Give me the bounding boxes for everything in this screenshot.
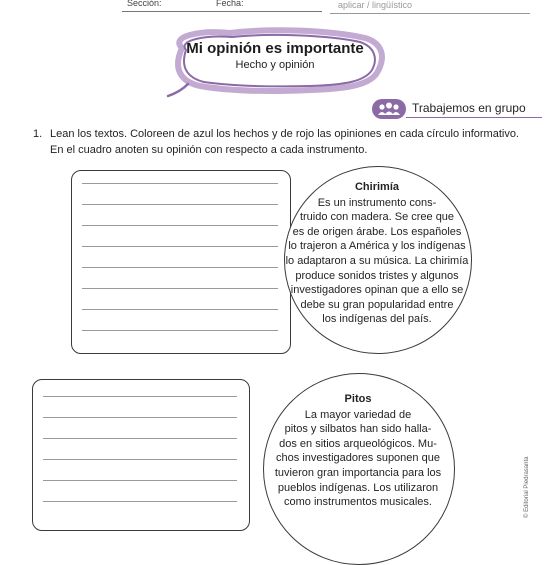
- info-line: como instrumentos musicales.: [284, 496, 432, 509]
- writing-line: [43, 396, 237, 397]
- info-line: es de origen árabe. Los españoles: [292, 225, 462, 238]
- info-line: chos investigadores suponen que: [276, 452, 440, 465]
- info-line: lo trajeron a América y los indígenas: [288, 240, 466, 253]
- header-underline: [122, 11, 322, 12]
- info-line: produce sonidos tristes y algunos: [295, 269, 459, 282]
- publisher-credit: © Editorial Piedrasanta: [524, 456, 530, 518]
- info-line: los indígenas del país.: [322, 313, 432, 326]
- info-line: Es un instrumento cons-: [317, 196, 437, 209]
- info-line: debe su gran popularidad entre: [300, 298, 454, 311]
- skills-underline: [330, 13, 530, 14]
- section-label: Sección:: [127, 0, 162, 8]
- group-work-badge: [372, 99, 542, 121]
- info-title: Pitos: [344, 393, 372, 405]
- writing-line: [43, 417, 237, 418]
- writing-line: [82, 246, 278, 247]
- group-people-icon: [372, 99, 406, 119]
- info-line: La mayor variedad de: [304, 408, 412, 421]
- writing-line: [82, 309, 278, 310]
- writing-line: [82, 330, 278, 331]
- writing-line: [82, 183, 278, 184]
- group-work-label: Trabajemos en grupo: [412, 101, 526, 115]
- page-subtitle: Hecho y opinión: [235, 59, 315, 71]
- opinion-box-pitos[interactable]: [32, 379, 250, 531]
- date-label: Fecha:: [216, 0, 244, 8]
- info-line: tuvieron gran importancia para los: [274, 466, 442, 479]
- page-title: Mi opinión es importante: [186, 40, 364, 57]
- info-line: investigadores opinan que a ello se: [290, 284, 464, 297]
- info-line: lo adaptaron a su música. La chirimía: [285, 254, 469, 267]
- info-line: truido con madera. Se cree que: [299, 211, 455, 224]
- writing-line: [43, 501, 237, 502]
- group-work-underline: [406, 117, 542, 118]
- info-line: pitos y silbatos han sido halla-: [284, 423, 432, 436]
- info-title: Chirimía: [354, 181, 399, 193]
- writing-line: [43, 459, 237, 460]
- writing-line: [82, 288, 278, 289]
- info-line: dos en sitios arqueológicos. Mu-: [279, 437, 437, 450]
- writing-line: [82, 225, 278, 226]
- info-text-pitos: [263, 392, 453, 510]
- writing-line: [43, 438, 237, 439]
- writing-line: [43, 480, 237, 481]
- opinion-box-chirimia[interactable]: [71, 170, 291, 354]
- info-text-chirimia: [284, 180, 470, 327]
- writing-line: [82, 204, 278, 205]
- banner-text: [180, 40, 370, 71]
- instruction-line-2: En el cuadro anoten su opinión con respecto a cada instrumento.: [50, 144, 368, 156]
- info-line: pueblos indígenas. Los utilizaron: [277, 481, 439, 494]
- writing-line: [82, 267, 278, 268]
- skills-hint: aplicar / lingüístico: [338, 0, 413, 10]
- instruction-line-1: Lean los textos. Coloreen de azul los hechos y de rojo las opiniones en cada círculo informativo.: [50, 128, 519, 140]
- instruction-number: 1.: [33, 128, 43, 140]
